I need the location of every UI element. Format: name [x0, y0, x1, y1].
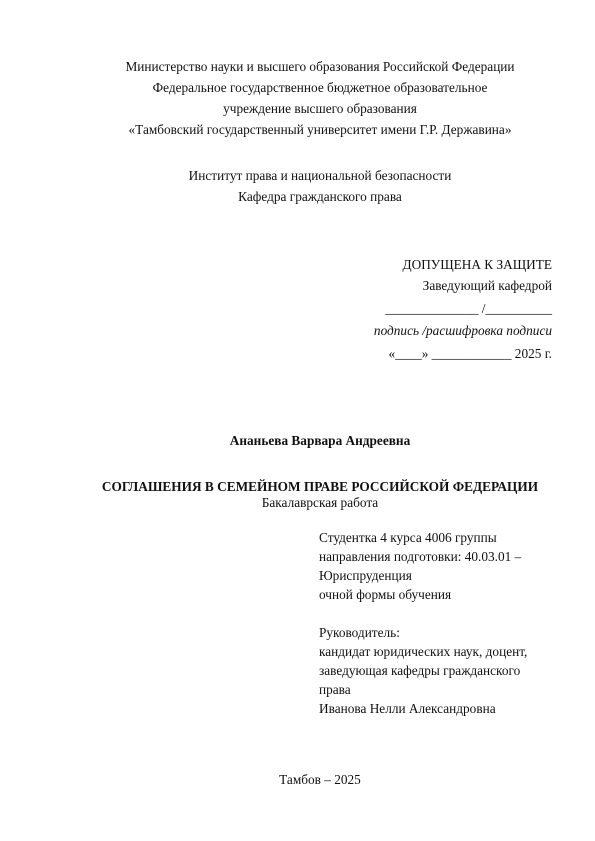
signature-caption: подпись /расшифровка подписи — [373, 323, 552, 338]
supervisor-degree: кандидат юридических наук, доцент, — [319, 644, 528, 659]
institute-name: Институт права и национальной безопасности — [188, 168, 452, 183]
supervisor-name: Иванова Нелли Александровна — [319, 701, 496, 716]
student-specialty: Юриспруденция — [319, 568, 412, 583]
work-type: Бакалаврская работа — [261, 495, 379, 510]
department-name: Кафедра гражданского права — [238, 189, 402, 204]
approval-title: ДОПУЩЕНА К ЗАЩИТЕ — [402, 257, 552, 272]
approval-date-line: «____» ____________ 2025 г. — [388, 346, 552, 361]
place-year: Тамбов – 2025 — [279, 772, 361, 787]
institution-type-line1: Федеральное государственное бюджетное образовательное — [152, 80, 488, 95]
student-direction: направления подготовки: 40.03.01 – — [319, 549, 522, 564]
supervisor-label: Руководитель: — [319, 625, 400, 640]
supervisor-position-cont: права — [319, 682, 351, 697]
student-info — [319, 528, 559, 604]
supervisor-position: заведующая кафедры гражданского — [319, 663, 521, 678]
signature-line: ______________ /__________ — [385, 301, 552, 316]
ministry-name: Министерство науки и высшего образования Российской Федерации — [125, 59, 515, 74]
student-study-form: очной формы обучения — [319, 587, 452, 602]
approval-role: Заведующий кафедрой — [422, 278, 552, 293]
university-name: «Тамбовский государственный университет имени Г.Р. Державина» — [128, 122, 512, 137]
supervisor-info — [319, 623, 559, 718]
student-course-group: Студентка 4 курса 4006 группы — [319, 530, 497, 545]
author-name: Ананьева Варвара Андреевна — [229, 433, 411, 448]
work-title: СОГЛАШЕНИЯ В СЕМЕЙНОМ ПРАВЕ РОССИЙСКОЙ ФЕДЕРАЦИИ — [101, 479, 539, 494]
institution-type-line2: учреждение высшего образования — [223, 101, 417, 116]
